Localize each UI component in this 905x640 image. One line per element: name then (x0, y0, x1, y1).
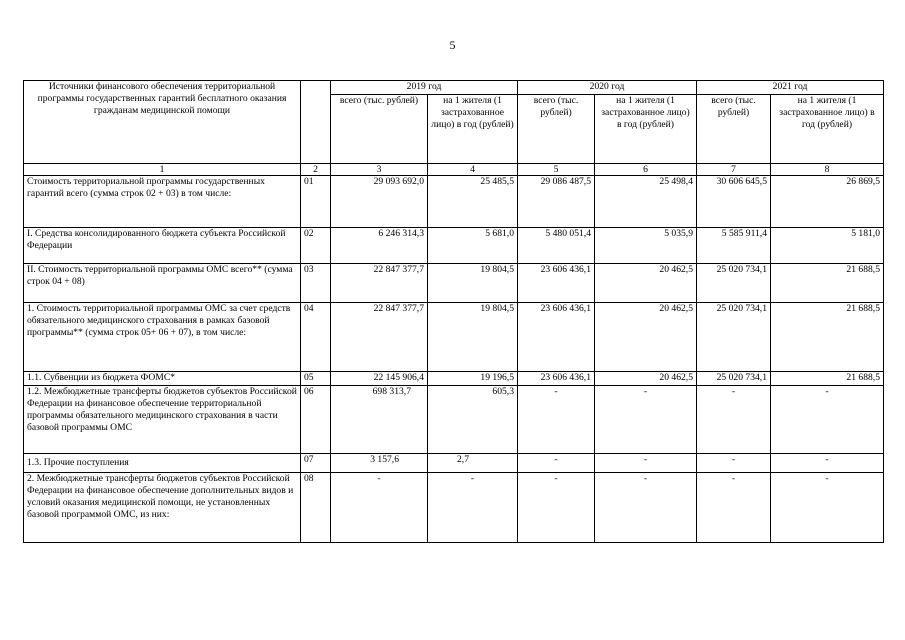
column-number: 4 (428, 164, 518, 176)
value-cell: 19 196,5 (428, 372, 518, 386)
row-code: 03 (301, 264, 331, 303)
column-number: 6 (595, 164, 697, 176)
value-cell: - (428, 473, 518, 543)
value-cell: 25 020 734,1 (697, 372, 771, 386)
per-capita-2020-header: на 1 жителя (1 застрахованное лицо) в год (рублей) (595, 95, 697, 164)
row-label: 1.2. Межбюджетные трансферты бюджетов субъектов Российской Федерации на финансовое обеспечение территориальной программы обязательного медицинского страхования в части базовой программы ОМС (24, 386, 301, 454)
row-code: 02 (301, 228, 331, 264)
value-cell: - (697, 473, 771, 543)
row-label: II. Стоимость территориальной программы ОМС всего** (сумма строк 04 + 08) (24, 264, 301, 303)
value-cell: - (518, 454, 595, 473)
row-code: 01 (301, 176, 331, 228)
table-row (24, 303, 884, 372)
value-cell: 22 847 377,7 (331, 303, 428, 372)
table-row (24, 454, 884, 473)
value-cell: 20 462,5 (595, 372, 697, 386)
row-label: Стоимость территориальной программы государственных гарантий всего (сумма строк 02 + 03) в том числе: (24, 176, 301, 228)
value-cell: 20 462,5 (595, 303, 697, 372)
table-row (24, 386, 884, 454)
value-cell: - (771, 454, 884, 473)
year-2021-header: 2021 год (697, 81, 884, 95)
value-cell: 5 681,0 (428, 228, 518, 264)
value-cell: 29 086 487,5 (518, 176, 595, 228)
total-2020-header: всего (тыс. рублей) (518, 95, 595, 164)
value-cell: 5 181,0 (771, 228, 884, 264)
value-cell: 3 157,6 (331, 454, 428, 473)
year-2020-header: 2020 год (518, 81, 697, 95)
table-row (24, 228, 884, 264)
table-row (24, 473, 884, 543)
column-number-row (24, 164, 884, 176)
year-header-row (24, 81, 884, 95)
value-cell: 20 462,5 (595, 264, 697, 303)
value-cell: 19 804,5 (428, 303, 518, 372)
row-label: 2. Межбюджетные трансферты бюджетов субъектов Российской Федерации на финансовое обеспечение дополнительных видов и условий оказания медицинской помощи, не установленных базовой программой ОМС, из них: (24, 473, 301, 543)
value-cell: 30 606 645,5 (697, 176, 771, 228)
row-code: 08 (301, 473, 331, 543)
financing-table (23, 80, 884, 543)
value-cell: - (595, 454, 697, 473)
value-cell: 5 480 051,4 (518, 228, 595, 264)
value-cell: 22 847 377,7 (331, 264, 428, 303)
per-capita-2019-header: на 1 жителя (1 застрахованное лицо) в год (рублей) (428, 95, 518, 164)
value-cell: - (697, 386, 771, 454)
row-code: 04 (301, 303, 331, 372)
row-label: 1.1. Субвенции из бюджета ФОМС* (24, 372, 301, 386)
value-cell: 21 688,5 (771, 372, 884, 386)
value-cell: 25 020 734,1 (697, 264, 771, 303)
value-cell: - (518, 473, 595, 543)
value-cell: - (697, 454, 771, 473)
value-cell: 26 869,5 (771, 176, 884, 228)
row-code: 05 (301, 372, 331, 386)
total-2019-header: всего (тыс. рублей) (331, 95, 428, 164)
value-cell: 25 020 734,1 (697, 303, 771, 372)
year-2019-header: 2019 год (331, 81, 518, 95)
value-cell: - (771, 473, 884, 543)
column-number: 1 (24, 164, 301, 176)
value-cell: 2,7 (428, 454, 518, 473)
value-cell: 5 585 911,4 (697, 228, 771, 264)
row-label: 1. Стоимость территориальной программы ОМС за счет средств обязательного медицинского страхования в рамках базовой программы** (сумма строк 05+ 06 + 07), в том числе: (24, 303, 301, 372)
value-cell: 23 606 436,1 (518, 372, 595, 386)
value-cell: 698 313,7 (331, 386, 428, 454)
total-2021-header: всего (тыс. рублей) (697, 95, 771, 164)
value-cell: 21 688,5 (771, 264, 884, 303)
row-code: 06 (301, 386, 331, 454)
value-cell: - (331, 473, 428, 543)
value-cell: 25 498,4 (595, 176, 697, 228)
column-number: 3 (331, 164, 428, 176)
table-row (24, 372, 884, 386)
code-column-header (301, 81, 331, 164)
value-cell: 25 485,5 (428, 176, 518, 228)
column-number: 8 (771, 164, 884, 176)
value-cell: 29 093 692,0 (331, 176, 428, 228)
value-cell: - (771, 386, 884, 454)
row-label: 1.3. Прочие поступления (24, 454, 301, 473)
column-number: 2 (301, 164, 331, 176)
row-code: 07 (301, 454, 331, 473)
value-cell: - (595, 473, 697, 543)
value-cell: - (595, 386, 697, 454)
value-cell: 6 246 314,3 (331, 228, 428, 264)
value-cell: 19 804,5 (428, 264, 518, 303)
row-label: I. Средства консолидированного бюджета субъекта Российской Федерации (24, 228, 301, 264)
value-cell: 605,3 (428, 386, 518, 454)
column-number: 5 (518, 164, 595, 176)
column-number: 7 (697, 164, 771, 176)
source-column-header: Источники финансового обеспечения территориальной программы государственных гарантий бесплатного оказания гражданам медицинской помощи (24, 81, 301, 164)
per-capita-2021-header: на 1 жителя (1 застрахованное лицо) в год (рублей) (771, 95, 884, 164)
page-number: 5 (449, 38, 456, 52)
table-row (24, 264, 884, 303)
value-cell: 21 688,5 (771, 303, 884, 372)
table-row (24, 176, 884, 228)
value-cell: 23 606 436,1 (518, 303, 595, 372)
value-cell: 23 606 436,1 (518, 264, 595, 303)
value-cell: 5 035,9 (595, 228, 697, 264)
value-cell: - (518, 386, 595, 454)
value-cell: 22 145 906,4 (331, 372, 428, 386)
